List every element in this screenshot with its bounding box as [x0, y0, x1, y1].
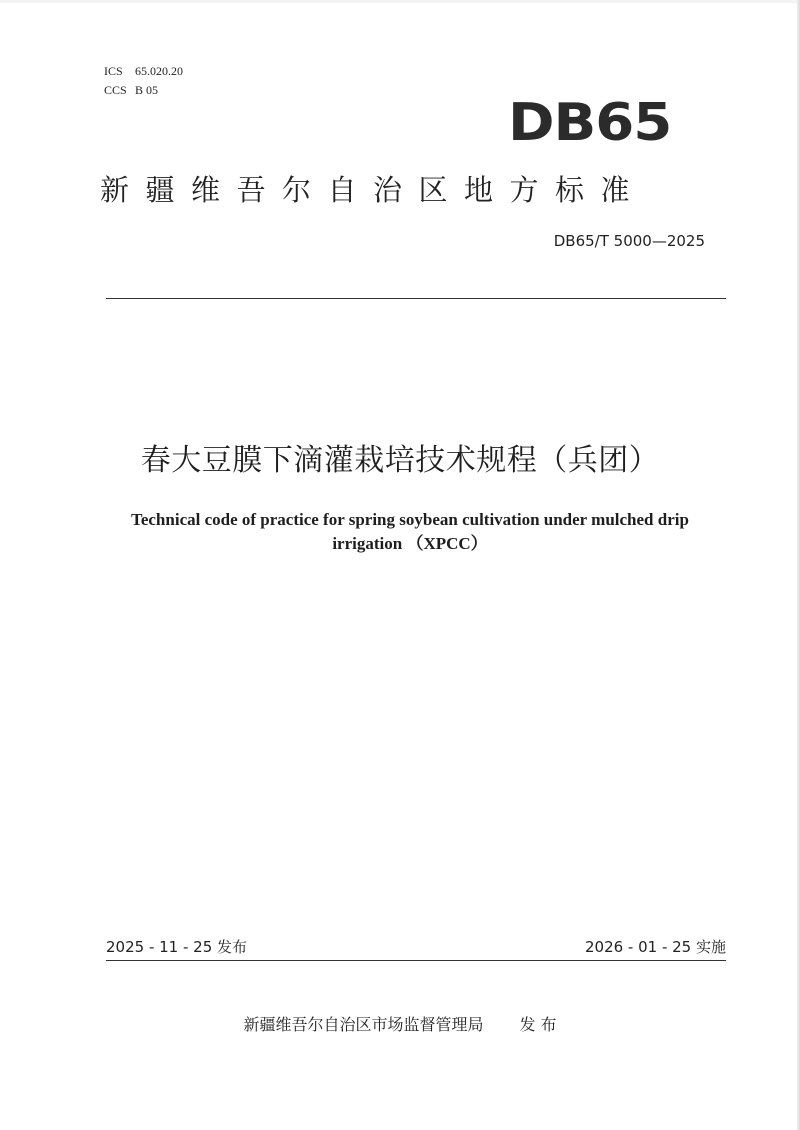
title-chinese: 春大豆膜下滴灌栽培技术规程（兵团） — [140, 443, 660, 478]
standard-number: DB65/T 5000—2025 — [553, 232, 705, 250]
classification-codes — [104, 62, 183, 100]
standard-type-heading: 新疆维吾尔自治区地方标准 — [100, 173, 647, 207]
ics-code-line — [104, 62, 183, 81]
issuer-name: 新疆维吾尔自治区市场监督管理局 — [243, 1015, 484, 1034]
title-english-line-1: Technical code of practice for spring soybean cultivation under mulched drip — [131, 510, 689, 529]
ccs-code-line — [104, 81, 183, 100]
title-english-line-2: irrigation （XPCC） — [332, 534, 488, 553]
issuer-action: 发 布 — [519, 1015, 557, 1034]
title-english — [100, 508, 720, 556]
top-divider — [106, 298, 726, 299]
bottom-divider — [106, 960, 726, 961]
scan-edge-top — [0, 0, 800, 3]
implement-date: 2026 - 01 - 25 实施 — [584, 938, 726, 956]
issuer-line — [0, 1012, 800, 1035]
ics-label: ICS — [104, 64, 123, 78]
ccs-label: CCS — [104, 83, 127, 97]
ccs-value: B 05 — [135, 83, 159, 97]
publish-date: 2025 - 11 - 25 发布 — [106, 938, 248, 956]
ics-value: 65.020.20 — [135, 64, 183, 78]
date-row — [106, 936, 726, 960]
db65-logo: DB65 — [508, 93, 672, 153]
